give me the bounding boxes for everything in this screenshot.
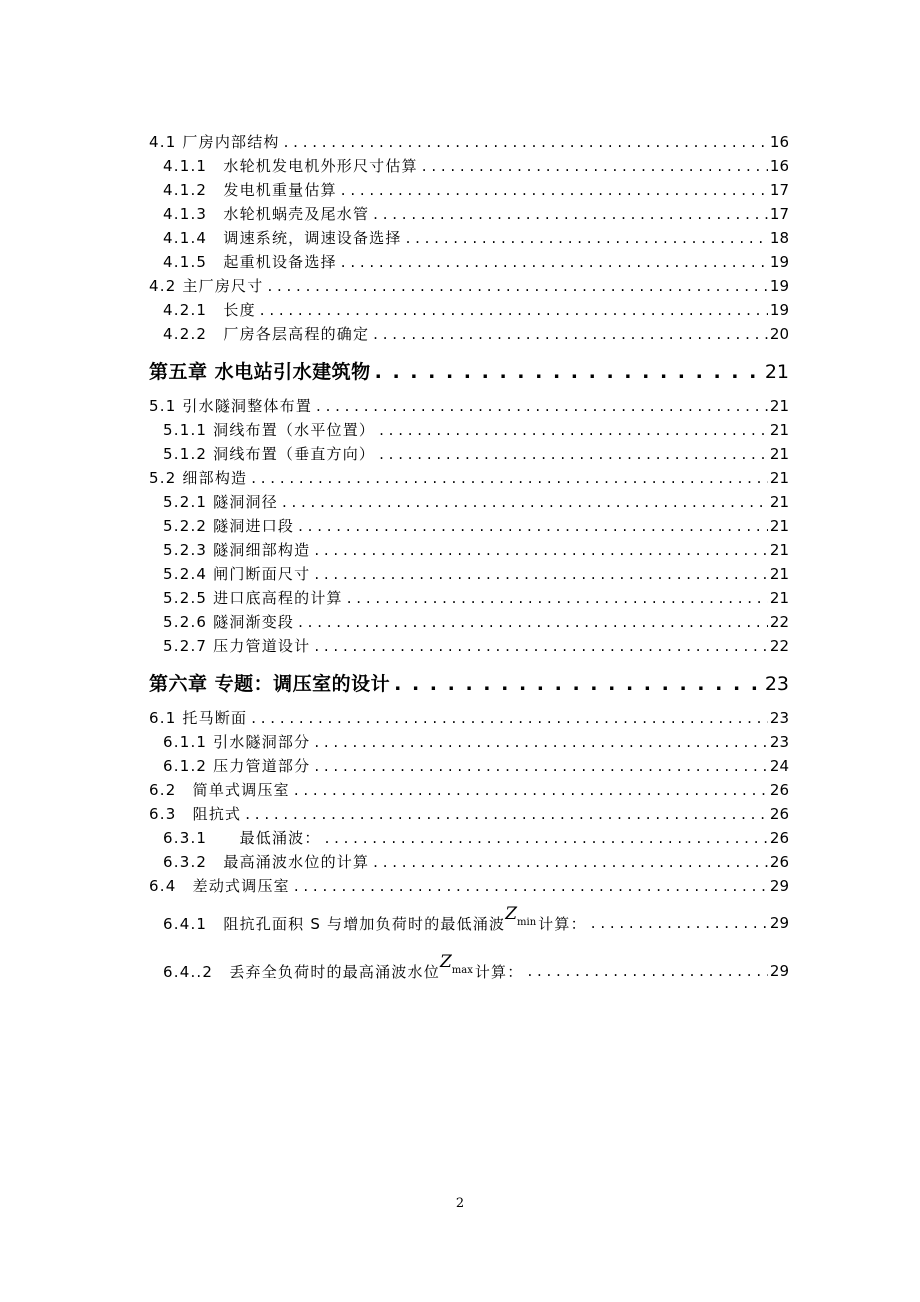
toc-entry[interactable] — [149, 419, 789, 443]
toc-label: 4.1.3 水轮机蜗壳及尾水管 — [163, 205, 370, 223]
toc-entry[interactable] — [149, 203, 789, 227]
toc-entry[interactable] — [149, 851, 789, 875]
toc-page: 23 — [769, 709, 789, 727]
toc-label: 4.1.2 发电机重量估算 — [163, 181, 337, 199]
leader-dots — [282, 493, 768, 511]
toc-label-text: 6.4..2 丢弃全负荷时的最高涌波水位 — [163, 962, 440, 981]
toc-label: 4.2.2 厂房各层高程的确定 — [163, 325, 370, 343]
toc-entry[interactable] — [149, 779, 789, 803]
toc-label: 6.3.1 最低涌波： — [163, 829, 321, 847]
toc-label: 5.2.6 隧洞渐变段 — [163, 613, 295, 631]
math-subscript: min — [517, 916, 537, 928]
toc-entry[interactable] — [149, 539, 789, 563]
leader-dots — [373, 853, 768, 871]
toc-label — [163, 903, 587, 934]
toc-label: 4.1.4 调速系统，调速设备选择 — [163, 229, 402, 247]
toc-page: 21 — [764, 361, 789, 383]
toc-page: 22 — [769, 613, 789, 631]
toc-page: 17 — [769, 181, 789, 199]
leader-dots — [298, 613, 768, 631]
toc-label — [163, 951, 524, 982]
toc-label: 6.3.2 最高涌波水位的计算 — [163, 853, 370, 871]
toc-label: 5.2.4 闸门断面尺寸 — [163, 565, 311, 583]
leader-dots — [406, 229, 768, 247]
toc-label: 4.2.1 长度 — [163, 301, 256, 319]
toc-page: 21 — [769, 421, 789, 439]
toc-page: 21 — [769, 397, 789, 415]
toc-entry[interactable] — [149, 755, 789, 779]
toc-entry[interactable] — [149, 899, 789, 947]
toc-label: 6.4 差动式调压室 — [149, 877, 290, 895]
toc-label: 4.2 主厂房尺寸 — [149, 277, 264, 295]
toc-label-text: 计算： — [538, 914, 587, 933]
toc-page: 29 — [769, 914, 789, 932]
leader-dots — [373, 325, 768, 343]
leader-dots — [325, 829, 768, 847]
toc-label: 6.1.1 引水隧洞部分 — [163, 733, 311, 751]
leader-dots — [379, 445, 768, 463]
toc-entry[interactable] — [149, 467, 789, 491]
leader-dots — [314, 541, 768, 559]
toc-entry[interactable] — [149, 323, 789, 347]
toc-page: 21 — [769, 469, 789, 487]
toc-label: 6.1 托马断面 — [149, 709, 248, 727]
leader-dots — [251, 709, 768, 727]
toc-entry[interactable] — [149, 611, 789, 635]
toc-entry[interactable] — [149, 179, 789, 203]
toc-label-text: 6.4.1 阻抗孔面积 S 与增加负荷时的最低涌波 — [163, 914, 506, 933]
toc-page: 20 — [769, 325, 789, 343]
toc-page: 26 — [769, 805, 789, 823]
toc-entry[interactable] — [149, 275, 789, 299]
toc-chapter-label: 第五章 水电站引水建筑物 — [149, 361, 371, 383]
toc-entry[interactable] — [149, 299, 789, 323]
toc-entry[interactable] — [149, 515, 789, 539]
toc-label: 5.1 引水隧洞整体布置 — [149, 397, 313, 415]
toc-entry[interactable] — [149, 395, 789, 419]
leader-dots — [294, 781, 768, 799]
toc-page: 26 — [769, 781, 789, 799]
toc-label: 5.2.7 压力管道设计 — [163, 637, 311, 655]
toc-page: 23 — [769, 733, 789, 751]
leader-dots — [316, 397, 768, 415]
toc-label: 5.2 细部构造 — [149, 469, 248, 487]
toc-entry[interactable] — [149, 227, 789, 251]
math-subscript: max — [451, 964, 473, 976]
toc-entry[interactable] — [149, 635, 789, 659]
toc-entry[interactable] — [149, 491, 789, 515]
table-of-contents — [149, 131, 789, 995]
toc-label: 4.1 厂房内部结构 — [149, 133, 280, 151]
toc-entry[interactable] — [149, 443, 789, 467]
toc-entry[interactable] — [149, 875, 789, 899]
leader-dots — [527, 962, 767, 980]
leader-dots — [379, 421, 768, 439]
leader-dots — [298, 517, 768, 535]
math-variable: Z — [505, 903, 518, 924]
toc-page: 21 — [769, 565, 789, 583]
toc-page: 22 — [769, 637, 789, 655]
toc-page: 18 — [769, 229, 789, 247]
toc-entry[interactable] — [149, 707, 789, 731]
toc-page: 26 — [769, 853, 789, 871]
toc-entry[interactable] — [149, 155, 789, 179]
toc-page: 21 — [769, 445, 789, 463]
toc-chapter-entry[interactable] — [149, 669, 789, 699]
leader-dots — [314, 757, 768, 775]
math-variable: Z — [439, 951, 452, 972]
toc-page: 21 — [769, 493, 789, 511]
toc-page: 19 — [769, 277, 789, 295]
toc-label: 5.1.1 洞线布置（水平位置） — [163, 421, 376, 439]
toc-entry[interactable] — [149, 827, 789, 851]
toc-entry[interactable] — [149, 803, 789, 827]
toc-label: 5.1.2 洞线布置（垂直方向） — [163, 445, 376, 463]
leader-dots — [373, 205, 768, 223]
leader-dots — [245, 805, 768, 823]
toc-page: 16 — [769, 133, 789, 151]
toc-page: 29 — [769, 877, 789, 895]
toc-entry[interactable] — [149, 947, 789, 995]
toc-page: 21 — [769, 517, 789, 535]
toc-page: 26 — [769, 829, 789, 847]
toc-page: 16 — [769, 157, 789, 175]
toc-label: 5.2.1 隧洞洞径 — [163, 493, 278, 511]
toc-label: 6.1.2 压力管道部分 — [163, 757, 311, 775]
toc-page: 19 — [769, 253, 789, 271]
toc-entry[interactable] — [149, 587, 789, 611]
toc-label: 4.1.1 水轮机发电机外形尺寸估算 — [163, 157, 418, 175]
leader-dots — [314, 637, 768, 655]
toc-chapter-label: 第六章 专题：调压室的设计 — [149, 673, 391, 695]
toc-entry[interactable] — [149, 563, 789, 587]
toc-entry[interactable] — [149, 131, 789, 155]
toc-label: 5.2.2 隧洞进口段 — [163, 517, 295, 535]
leader-dots — [284, 133, 768, 151]
toc-chapter-entry[interactable] — [149, 357, 789, 387]
toc-label: 5.2.5 进口底高程的计算 — [163, 589, 343, 607]
toc-page: 24 — [769, 757, 789, 775]
toc-label: 5.2.3 隧洞细部构造 — [163, 541, 311, 559]
toc-label: 6.3 阻抗式 — [149, 805, 242, 823]
leader-dots — [294, 877, 768, 895]
toc-entry[interactable] — [149, 731, 789, 755]
toc-page: 23 — [764, 673, 789, 695]
page-number: 2 — [455, 1196, 465, 1211]
leader-dots — [591, 914, 768, 932]
leader-dots — [260, 301, 768, 319]
toc-label-text: 计算： — [474, 962, 524, 981]
leader-dots — [341, 181, 768, 199]
leader-dots — [314, 565, 768, 583]
leader-dots — [347, 589, 768, 607]
leader-dots — [314, 733, 768, 751]
leader-dots — [422, 157, 768, 175]
toc-label: 6.2 简单式调压室 — [149, 781, 290, 799]
leader-dots — [251, 469, 768, 487]
toc-page: 21 — [769, 541, 789, 559]
toc-page: 29 — [769, 962, 789, 980]
leader-dots — [341, 253, 768, 271]
toc-page: 21 — [769, 589, 789, 607]
leader-dots — [375, 361, 763, 383]
toc-entry[interactable] — [149, 251, 789, 275]
toc-page: 17 — [769, 205, 789, 223]
leader-dots — [394, 673, 763, 695]
toc-label: 4.1.5 起重机设备选择 — [163, 253, 337, 271]
toc-page: 19 — [769, 301, 789, 319]
leader-dots — [267, 277, 767, 295]
